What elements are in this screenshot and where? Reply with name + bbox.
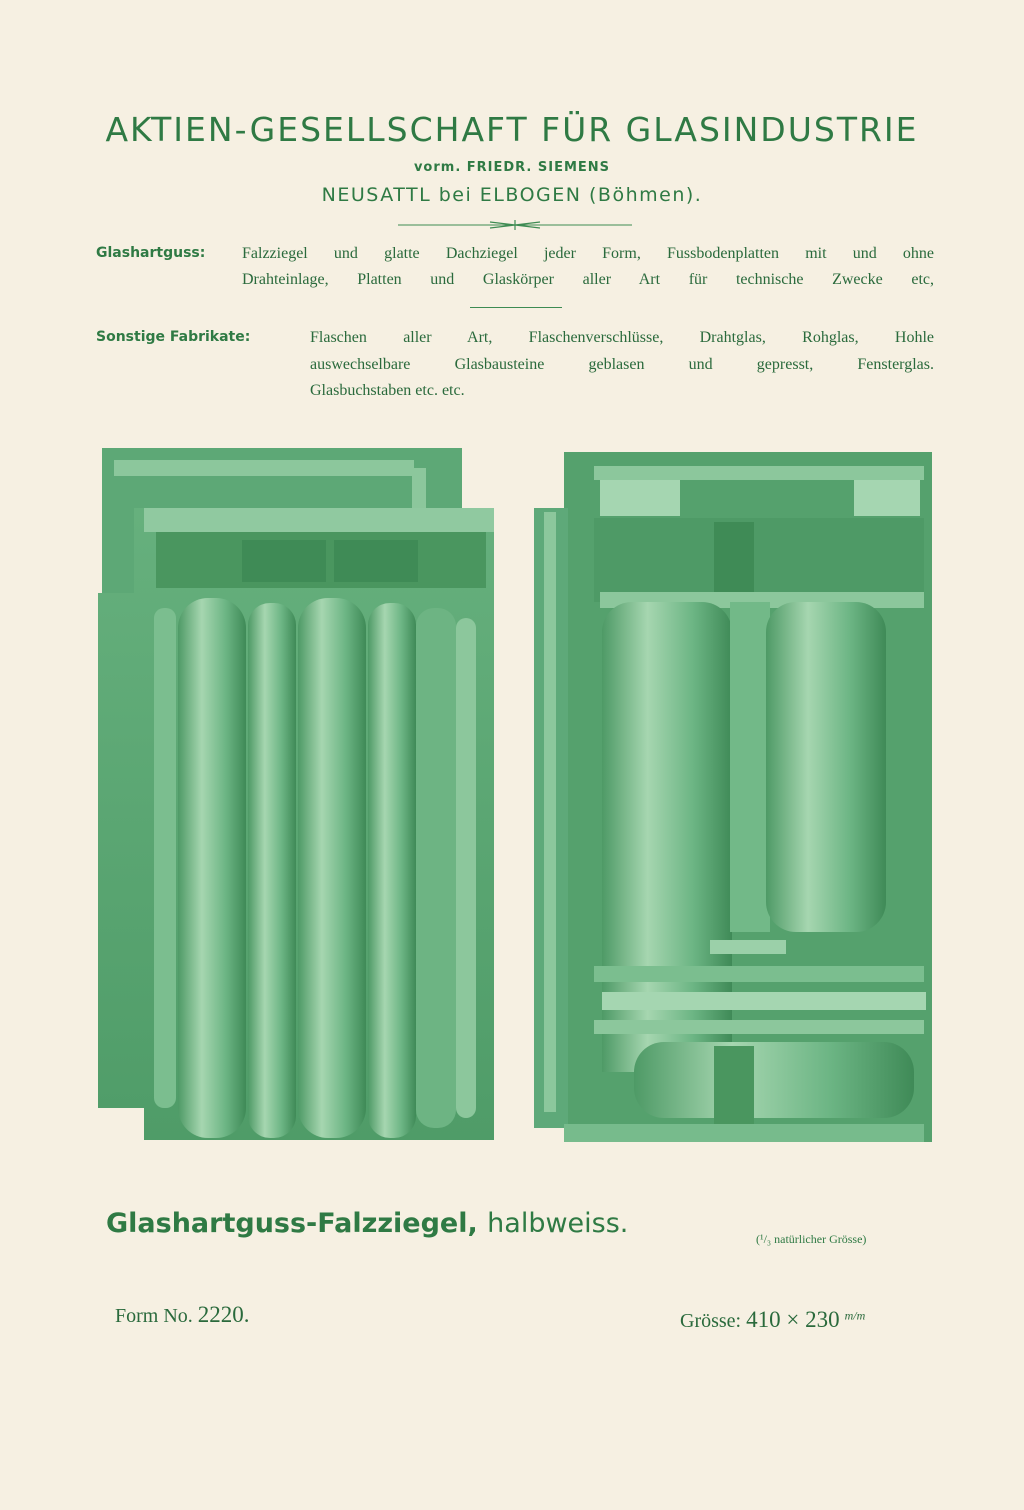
company-title: AKTIEN-GESELLSCHAFT FÜR GLASINDUSTRIE [105,110,919,149]
company-location: NEUSATTL bei ELBOGEN (Böhmen). [321,184,703,206]
divider-ornament-icon [398,218,632,232]
scale-note: (¹/₃ natürlicher Grösse) [756,1232,867,1246]
form-value: 2220. [197,1302,250,1327]
company-subtitle: vorm. FRIEDR. SIEMENS [413,160,611,175]
form-label: Form No. [115,1305,193,1327]
fabrikate-line1: Flaschen aller Art, Flaschenverschlüsse, Drahtglas, Rohglas, Hohle [310,329,934,346]
size-value: 410 × 230 [746,1307,840,1332]
form-number [115,1302,250,1328]
glashartguss-line2: Drahteinlage, Platten und Glaskörper aller Art für technische Zwecke etc, [242,271,934,288]
caption-bold: Glashartguss-Falzziegel, [106,1208,478,1239]
fabrikate-line2: auswechselbare Glasbausteine geblasen und gepresst, Fensterglas. [310,356,934,373]
fabrikate-line3: Glasbuchstaben etc. etc. [310,382,465,399]
tile-front-illustration [94,448,496,1140]
product-caption [106,1208,628,1239]
size-unit: m/m [844,1308,866,1323]
glashartguss-label: Glashartguss: [96,245,206,261]
tile-back-illustration [534,452,934,1152]
glashartguss-line1: Falzziegel und glatte Dachziegel jeder Form, Fussbodenplatten mit und ohne [242,245,934,262]
short-divider [470,307,562,308]
size-label: Grösse: [680,1310,742,1332]
size-info [680,1307,865,1333]
sonstige-fabrikate-label: Sonstige Fabrikate: [96,329,251,345]
caption-light: halbweiss. [487,1208,629,1239]
